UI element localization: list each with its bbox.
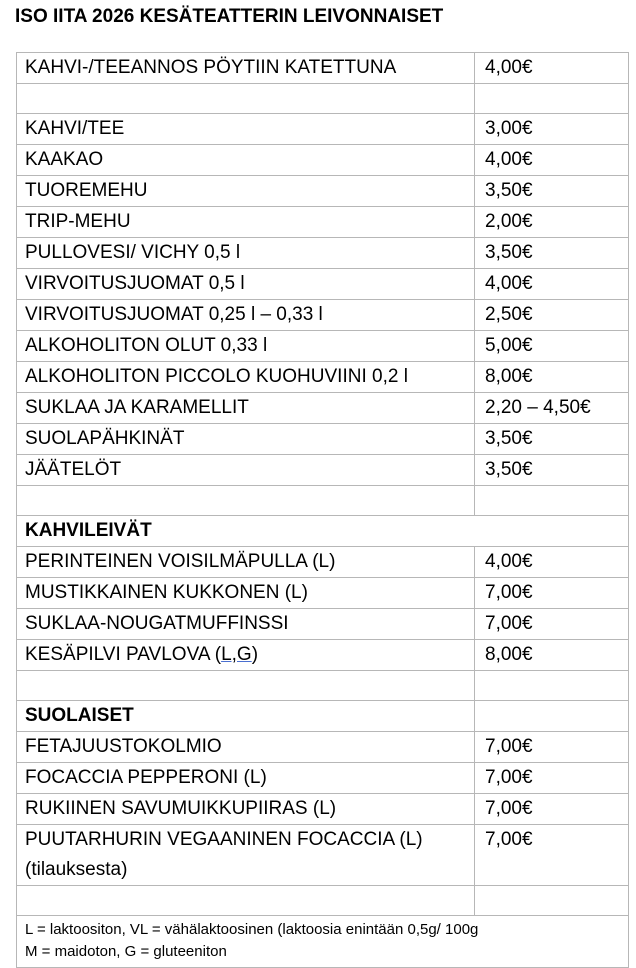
section-heading-savory: SUOLAISET: [17, 701, 475, 732]
empty-row: [17, 84, 629, 114]
item-cell: SUKLAA JA KARAMELLIT: [17, 393, 475, 424]
price-cell: 3,50€: [475, 424, 629, 455]
price-cell: 2,20 – 4,50€: [475, 393, 629, 424]
legend-line: M = maidoton, G = gluteeniton: [25, 943, 227, 960]
price-cell: 7,00€: [475, 825, 629, 886]
underlined-text: L,G: [221, 644, 252, 665]
table-row: [17, 825, 629, 886]
item-text: PUUTARHURIN VEGAANINEN FOCACCIA (L): [25, 829, 423, 850]
item-cell: KAAKAO: [17, 145, 475, 176]
table-row: [17, 455, 629, 486]
item-cell: RUKIINEN SAVUMUIKKUPIIRAS (L): [17, 794, 475, 825]
item-cell: FETAJUUSTOKOLMIO: [17, 732, 475, 763]
table-row: [17, 424, 629, 455]
item-cell: [17, 640, 475, 671]
item-cell: FOCACCIA PEPPERONI (L): [17, 763, 475, 794]
item-cell: ALKOHOLITON OLUT 0,33 l: [17, 331, 475, 362]
table-row: [17, 300, 629, 331]
item-cell: VIRVOITUSJUOMAT 0,5 l: [17, 269, 475, 300]
item-cell: TUOREMEHU: [17, 176, 475, 207]
table-row: [17, 145, 629, 176]
section-heading-row: [17, 516, 629, 547]
price-cell: 4,00€: [475, 269, 629, 300]
price-cell: 4,00€: [475, 53, 629, 84]
table-row: [17, 547, 629, 578]
price-table: [16, 52, 629, 968]
legend-row: [17, 916, 629, 968]
price-cell: 7,00€: [475, 763, 629, 794]
price-cell: 2,50€: [475, 300, 629, 331]
price-cell: 8,00€: [475, 640, 629, 671]
table-row: [17, 578, 629, 609]
legend-line: L = laktoositon, VL = vähälaktoosinen (laktoosia enintään 0,5g/ 100g: [25, 921, 479, 938]
item-cell: KAHVI/TEE: [17, 114, 475, 145]
table-row: [17, 269, 629, 300]
price-cell: 7,00€: [475, 794, 629, 825]
legend-cell: [17, 916, 629, 968]
table-row: [17, 609, 629, 640]
table-row: [17, 114, 629, 145]
table-row: [17, 238, 629, 269]
table-row: [17, 331, 629, 362]
item-cell: MUSTIKKAINEN KUKKONEN (L): [17, 578, 475, 609]
price-cell: 3,50€: [475, 176, 629, 207]
item-cell: ALKOHOLITON PICCOLO KUOHUVIINI 0,2 l: [17, 362, 475, 393]
item-cell: PERINTEINEN VOISILMÄPULLA (L): [17, 547, 475, 578]
price-cell: 7,00€: [475, 578, 629, 609]
price-cell: 7,00€: [475, 732, 629, 763]
table-row: [17, 207, 629, 238]
price-cell: 2,00€: [475, 207, 629, 238]
item-cell: TRIP-MEHU: [17, 207, 475, 238]
price-cell: 3,50€: [475, 238, 629, 269]
price-cell: 7,00€: [475, 609, 629, 640]
table-row: [17, 53, 629, 84]
table-row: [17, 763, 629, 794]
table-row: [17, 176, 629, 207]
section-heading-row: [17, 701, 629, 732]
item-text: KESÄPILVI PAVLOVA (: [25, 644, 222, 665]
table-row: [17, 393, 629, 424]
item-text: ): [251, 644, 259, 665]
item-cell: [17, 825, 475, 886]
page-title: ISO IITA 2026 KESÄTEATTERIN LEIVONNAISET: [15, 6, 444, 27]
item-cell: VIRVOITUSJUOMAT 0,25 l – 0,33 l: [17, 300, 475, 331]
empty-row: [17, 671, 629, 701]
price-cell: 4,00€: [475, 547, 629, 578]
empty-row: [17, 886, 629, 916]
item-cell: JÄÄTELÖT: [17, 455, 475, 486]
price-cell: 3,00€: [475, 114, 629, 145]
item-cell: PULLOVESI/ VICHY 0,5 l: [17, 238, 475, 269]
price-cell: 8,00€: [475, 362, 629, 393]
table-row: [17, 640, 629, 671]
price-cell: 5,00€: [475, 331, 629, 362]
table-row: [17, 794, 629, 825]
item-cell: SUOLAPÄHKINÄT: [17, 424, 475, 455]
item-cell: KAHVI-/TEEANNOS PÖYTIIN KATETTUNA: [17, 53, 475, 84]
table-row: [17, 732, 629, 763]
item-note: (tilauksesta): [25, 859, 128, 880]
table-row: [17, 362, 629, 393]
empty-row: [17, 486, 629, 516]
price-cell: 4,00€: [475, 145, 629, 176]
item-cell: SUKLAA-NOUGATMUFFINSSI: [17, 609, 475, 640]
price-cell: 3,50€: [475, 455, 629, 486]
section-heading-pastries: KAHVILEIVÄT: [17, 516, 629, 547]
